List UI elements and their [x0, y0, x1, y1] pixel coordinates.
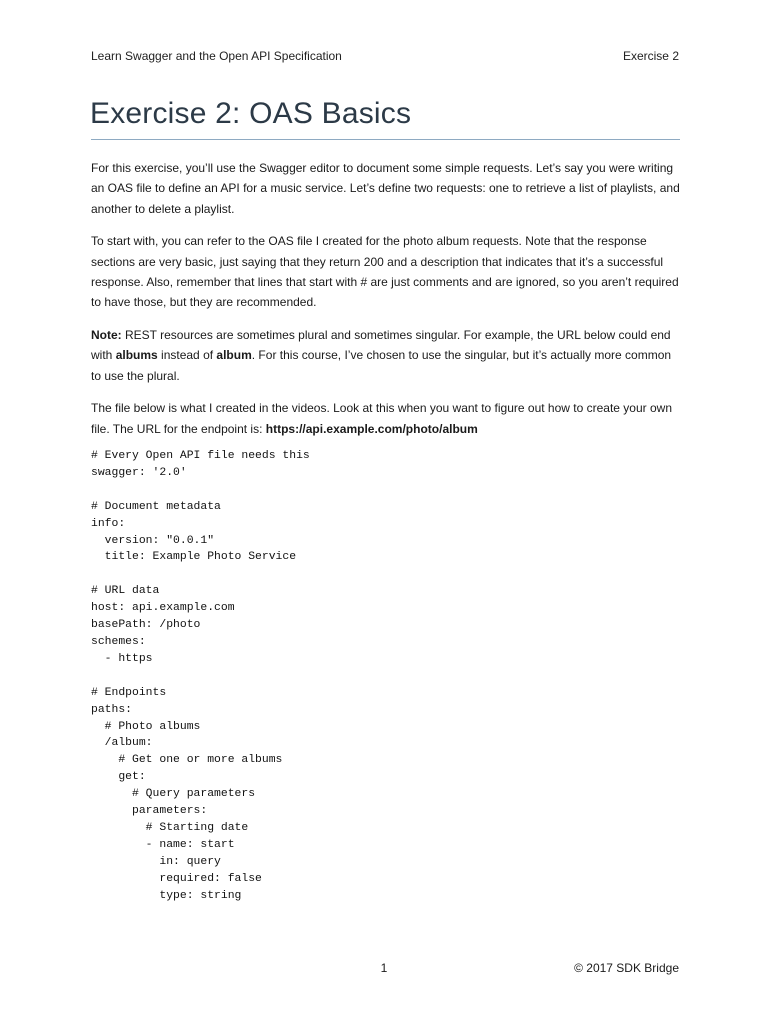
intro-paragraph: For this exercise, you’ll use the Swagger editor to document some simple requests. Let’s say you were writing an OAS file to define an API for a music service. Let’s define two requests: one to retrieve a list of playlists, and another to delete a playlist.: [91, 161, 680, 216]
note-bold-album: album: [216, 348, 252, 363]
page-title: Exercise 2: OAS Basics: [90, 97, 412, 130]
file-paragraph: [91, 398, 681, 439]
note-bold-albums: albums: [115, 348, 158, 363]
header-doc-title: Learn Swagger and the Open API Specification: [91, 49, 342, 63]
copyright-notice: © 2017 SDK Bridge: [574, 961, 679, 975]
note-text-a: REST resources are sometimes plural and sometimes singular. For example, the URL below could end with: [91, 328, 671, 363]
note-text-c: . For this course, I’ve chosen to use the singular, but it’s actually more common to use the plural.: [91, 348, 672, 383]
file-text: The file below is what I created in the videos. Look at this when you want to figure out how to create your own file. The URL for the endpoint is:: [91, 401, 672, 436]
body-text: [91, 158, 681, 452]
code-block: # Every Open API file needs this swagger: '2.0' # Document metadata info: version: "0.0.1" title: Example Photo Service # URL data host: api.example.com basePath: /photo schemes: - https # Endpoints paths: # Photo albums /album: # Get one or more albums get: # Query parameters parameters: # Starting date - name: start in: query required: false type: string: [91, 450, 310, 902]
page-header: [91, 46, 679, 66]
note-text-b: instead of: [157, 348, 217, 363]
note-paragraph: [91, 325, 681, 386]
page-number: 1: [380, 961, 388, 975]
note-label: Note:: [91, 328, 122, 343]
title-divider: [91, 139, 680, 140]
reference-paragraph: To start with, you can refer to the OAS file I created for the photo album requests. Note that the response sections are very basic, just saying that they return 200 and a description that indicates that it’s a successful response. Also, remember that lines that start with # are just comments and are ignored, so you aren’t required to have those, but they are recommended.: [91, 234, 679, 310]
endpoint-url: https://api.example.com/photo/album: [265, 421, 478, 436]
header-exercise-label: Exercise 2: [622, 49, 679, 63]
